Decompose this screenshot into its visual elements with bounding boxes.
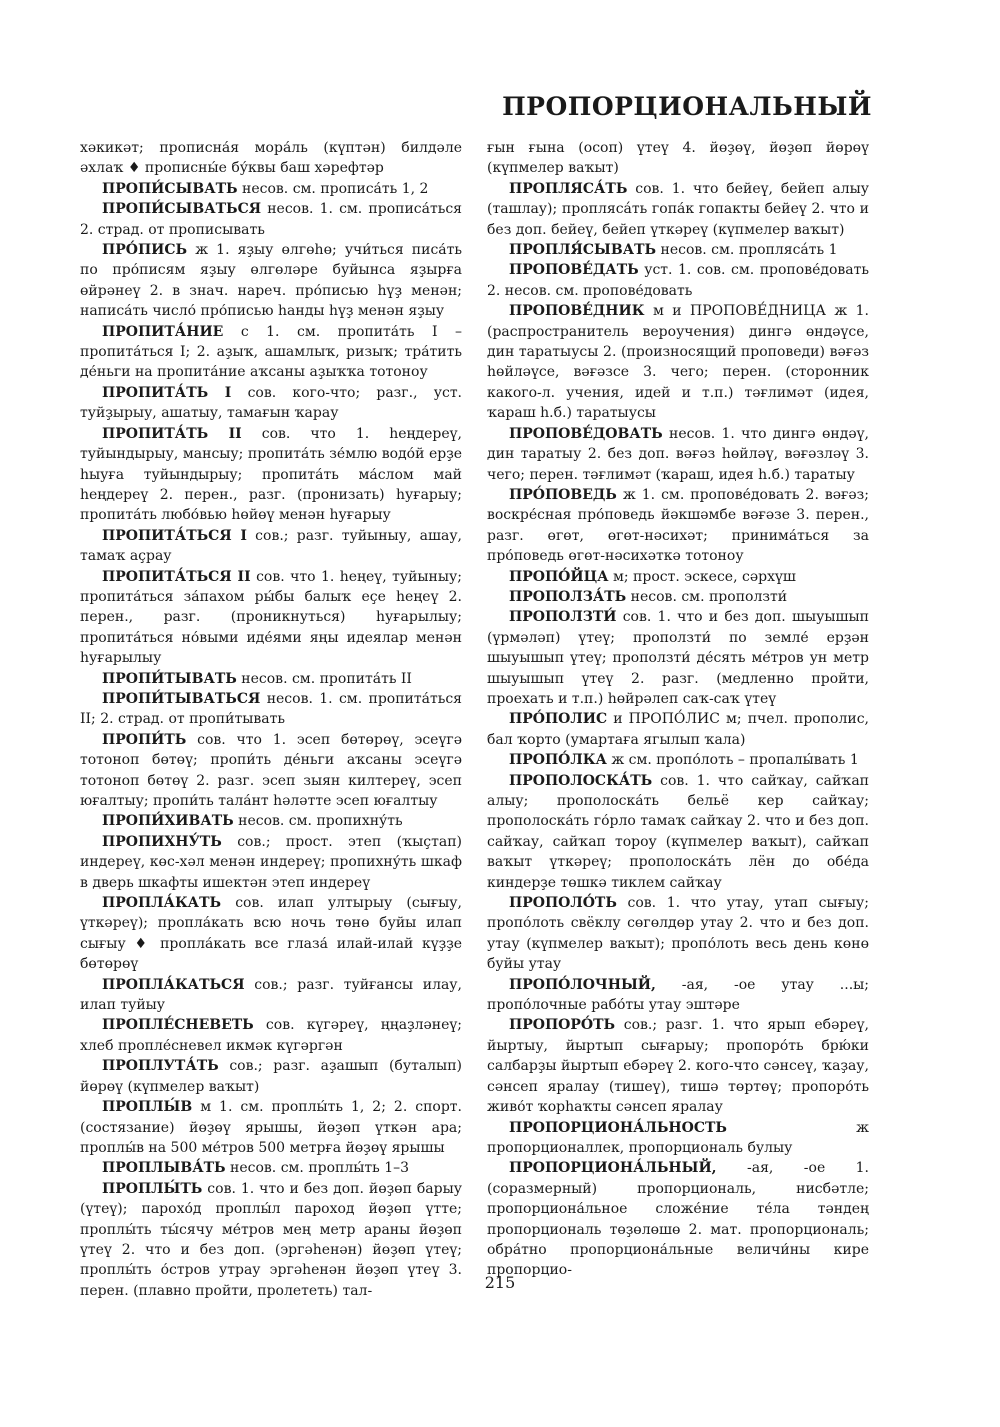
dictionary-entry bbox=[80, 322, 462, 383]
entry-text: сов. 1. что сайҡау, сайҡап алыу; прополоска́ть бельё кер сайҡау; прополоска́ть го́рло тамаҡ сайҡау 2. что и без доп. сайҡау, сайҡап тороу (күпмелер ваҡыт), сайҡап ваҡыт үткәреү; прополоска́ть лён до обе́да киндерҙе төшкә тиклем сайҡау bbox=[487, 772, 869, 891]
dictionary-entry bbox=[487, 240, 869, 260]
entry-headword: ПРОПОВЕ́ДОВАТЬ bbox=[509, 425, 663, 442]
entry-headword: ПРОПОЛЗА́ТЬ bbox=[509, 588, 627, 605]
entry-text: сов. что 1. һеңеү, туйыныу; пропита́ться за́пахом ры́бы балыҡ еҫе һеңеү 2. перен., разг. (проникнуться) һуғарылыу; пропита́ться но́выми иде́ями яңы идеялар менән һуғарылыу bbox=[80, 568, 462, 667]
entry-headword: ПРОПОЛЗТИ́ bbox=[509, 609, 617, 626]
entry-headword: ПРОПО́ЛОЧНЫЙ, bbox=[509, 976, 656, 993]
dictionary-entry bbox=[80, 567, 462, 669]
entry-headword: ПРОПЛЫВА́ТЬ bbox=[102, 1160, 226, 1177]
entry-headword: ПРОПИТА́ТЬ I bbox=[102, 384, 232, 401]
entry-text: сов.; разг. туйғансы илау, илап туйыу bbox=[80, 976, 462, 1014]
dictionary-entry bbox=[80, 893, 462, 975]
entry-text: несов. см. проплы́ть 1–3 bbox=[230, 1160, 410, 1177]
entry-text: сов.; разг. туйыныу, ашау, тамаҡ аҫрау bbox=[80, 527, 463, 565]
page-number: 215 bbox=[484, 1273, 516, 1292]
dictionary-entry bbox=[487, 485, 869, 567]
entry-text: сов. күгәреү, ңңаҙләнеү; хлеб пропле́сневел икмәк күгәргән bbox=[80, 1017, 462, 1054]
entry-headword: ПРОПИТА́ТЬ II bbox=[102, 425, 242, 442]
entry-headword: ПРОПОРЦИОНА́ЛЬНЫЙ, bbox=[509, 1160, 717, 1177]
dictionary-entry bbox=[487, 771, 869, 893]
entry-headword: ПРОПИ́СЫВАТЬ bbox=[102, 180, 238, 197]
right-column bbox=[487, 138, 869, 1281]
entry-headword: ПРОПИ́СЫВАТЬСЯ bbox=[102, 201, 262, 218]
entry-text: сов.; разг. 1. что ярып ебәреү, йыртыу, йыртып сығарыу; пропоро́ть брю́ки салбарҙы йыртып ебәреү 2. кого-что сәнсеү, ҡаҙау, сәнсеп яралау (тишеү), тишә төртөү; пропоро́ть живо́т ҡорһаҡты сәнсеп яралау bbox=[487, 1017, 869, 1116]
dictionary-entry bbox=[80, 975, 462, 1016]
entry-headword: ПРОПО́ЛКА bbox=[509, 752, 607, 769]
dictionary-entry bbox=[80, 689, 462, 730]
entry-text: несов. см. прописа́ть 1, 2 bbox=[242, 180, 429, 197]
entry-headword: ПРОПИ́ХИВАТЬ bbox=[102, 813, 234, 830]
dictionary-entry bbox=[487, 301, 869, 423]
dictionary-entry bbox=[80, 179, 462, 199]
entry-headword: ПРОПО́ЙЦА bbox=[509, 568, 609, 585]
entry-headword: ПРОПОЛОСКА́ТЬ bbox=[509, 772, 653, 789]
entry-headword: ПРОПОВЕ́ДНИК bbox=[509, 303, 645, 320]
entry-headword: ПРОПЛЕ́СНЕВЕТЬ bbox=[102, 1017, 254, 1034]
entry-text: несов. см. пропихну́ть bbox=[238, 813, 403, 830]
dictionary-entry bbox=[487, 587, 869, 607]
dictionary-entry bbox=[80, 669, 462, 689]
entry-text: ж 1. см. пропове́довать 2. вәғәз; воскре́сная про́поведь йәкшәмбе вәғәзе 3. перен., разг. өгөт, өгөт-нәсихәт; принима́ться за про́поведь өгөт-нәсихәткә тотоноу bbox=[487, 486, 870, 565]
entry-headword: ПРОПИТА́НИЕ bbox=[102, 323, 224, 340]
entry-text: ж 1. яҙыу өлгөһө; учи́ться писа́ть по про́писям яҙыу өлгөләре буйынса яҙырға өйрәнеү 2. в знач. нареч. про́писью һүҙ менән; написа́ть число́ про́писью һанды һүҙ менән яҙыу bbox=[80, 242, 462, 320]
entry-text: сов. илап ултырыу (сығыу, үткәреү); пропла́кать всю ночь төнө буйы илап сығыу ♦ пропла́кать все глаза́ илай-илай күҙҙе бөтөрөү bbox=[80, 895, 462, 973]
dictionary-entry bbox=[80, 1056, 462, 1097]
entry-text: сов. что 1. эсеп бөтөрөү, эсеүгә тотоноп бөтөү; пропи́ть де́ньги аҡсаны эсеүгә тотоноп бөтөү 2. разг. эсеп зыян килтереү, эсеп юғалтыу; пропи́ть тала́нт һәләтте эсеп юғалтыу bbox=[80, 731, 462, 809]
entry-text: несов. см. проползти́ bbox=[630, 588, 788, 605]
entry-headword: ПРО́ПИСЬ bbox=[102, 242, 188, 259]
dictionary-entry bbox=[80, 240, 462, 322]
entry-text: м 1. см. проплы́ть 1, 2; 2. спорт. (состязание) йөҙөү ярышы, йөҙөп үткән ара; проплы́в на 500 ме́тров 500 метрға йөҙөү ярышы bbox=[80, 1099, 462, 1156]
dictionary-entry bbox=[80, 811, 462, 831]
entry-headword: ПРОПЛА́КАТЬ bbox=[102, 895, 222, 912]
dictionary-entry bbox=[487, 1015, 869, 1117]
entry-headword: ПРОПЛЫ́В bbox=[102, 1099, 193, 1116]
entry-text: несов. см. пропита́ть II bbox=[241, 670, 412, 687]
entry-headword: ПРО́ПОЛИС bbox=[509, 711, 608, 728]
entry-headword: ПРОПЛУТА́ТЬ bbox=[102, 1058, 219, 1075]
entry-text: -ая, -ое 1. (соразмерный) пропорциональ, нисбәтле; пропорциона́льное сложе́ние те́ла тәндең пропорциональ төҙөлөшө 2. мат. пропорциональ; обра́тно пропорциона́льные величи́ны кире пропорцио- bbox=[487, 1160, 870, 1279]
entry-headword: ПРОПЛЫ́ТЬ bbox=[102, 1180, 203, 1197]
dictionary-entry bbox=[80, 1097, 462, 1158]
entry-text: несов. 1. см. пропита́ться II; 2. страд. от пропи́тывать bbox=[80, 690, 463, 728]
entry-text: м; прост. эскесе, сәрхүш bbox=[612, 568, 796, 585]
dictionary-entry bbox=[80, 526, 462, 567]
entry-text: уст. 1. сов. см. пропове́довать 2. несов. см. пропове́довать bbox=[487, 262, 870, 299]
entry-headword: ПРОПИХНУ́ТЬ bbox=[102, 833, 222, 850]
dictionary-entry bbox=[80, 832, 462, 893]
dictionary-entry bbox=[487, 709, 869, 750]
dictionary-entry bbox=[80, 1015, 462, 1056]
entry-headword: ПРОПОВЕ́ДАТЬ bbox=[509, 262, 639, 279]
dictionary-entry bbox=[80, 730, 462, 812]
entry-text: ж пропорционаллек, пропорциональ булыу bbox=[487, 1119, 869, 1156]
entry-text: сов. что 1. һеңдереү, туйындырыу, мансыу; пропита́ть зе́млю водо́й ерҙе һыуға туйындырыу; пропита́ть ма́слом май һеңдереү 2. перен., разг. (пронизать) һуғарыу; пропита́ть любо́вью һөйөү менән һуғарыу bbox=[80, 425, 463, 524]
entry-text: сов.; прост. этеп (ҡыҫтап) индереү, көс-хәл менән индереү; пропихну́ть шкаф в дверь шкафты ишектән этеп индереү bbox=[80, 833, 463, 891]
entry-headword: ПРОПОЛО́ТЬ bbox=[509, 895, 617, 912]
entry-headword: ПРОПЛЯСА́ТЬ bbox=[509, 180, 628, 197]
dictionary-entry bbox=[80, 383, 462, 424]
entry-text: сов. 1. что утау, утап сығыу; пропо́лоть свёклу сөгөлдөр утау 2. что и без доп. утау (күпмелер ваҡыт); пропо́лоть весь день көнө буйы утау bbox=[487, 895, 869, 973]
entry-text: несов. см. проплясáть 1 bbox=[660, 242, 838, 259]
entry-headword: ПРОПИ́ТЬ bbox=[102, 731, 187, 748]
entry-headword: ПРОПОРЦИОНА́ЛЬНОСТЬ bbox=[509, 1119, 727, 1136]
dictionary-entry bbox=[487, 893, 869, 975]
entry-text: и ПРОПО́ЛИС м; пчел. прополис, бал ҡорто (умартаға ягылып ҡала) bbox=[487, 711, 869, 748]
dictionary-entry bbox=[487, 138, 869, 179]
entry-text: сов. 1. что и без доп. шыуышып (үрмәләп) үтеү; проползти́ по земле́ ерҙән шыуышып үтеү; проползти́ де́сять ме́тров ун метр шыуышып үтеү 2. разг. (медленно пройти, проехать и т.п.) һөйрәлеп саҡ-саҡ үтеү bbox=[487, 609, 869, 707]
dictionary-entry bbox=[487, 424, 869, 485]
dictionary-entry bbox=[487, 260, 869, 301]
entry-headword: ПРОПЛА́КАТЬСЯ bbox=[102, 976, 245, 993]
dictionary-entry bbox=[487, 179, 869, 240]
dictionary-entry bbox=[487, 1118, 869, 1159]
entry-text: несов. 1. см. прописа́ться 2. страд. от прописывать bbox=[80, 201, 463, 238]
dictionary-entry bbox=[487, 567, 869, 587]
entry-text: ж см. пропо́лоть – пропалы́вать 1 bbox=[611, 752, 859, 769]
entry-headword: ПРОПИТА́ТЬСЯ I bbox=[102, 527, 247, 544]
dictionary-entry bbox=[487, 1158, 869, 1280]
dictionary-entry bbox=[80, 138, 462, 179]
dictionary-entry bbox=[487, 975, 869, 1016]
entry-text: сов.; разг. аҙашып (буталып) йөрөү (күпмелер ваҡыт) bbox=[80, 1058, 462, 1095]
entry-headword: ПРОПИ́ТЫВАТЬСЯ bbox=[102, 690, 261, 707]
entry-text: хәкикәт; прописна́я мора́ль (күптән) билдәле әхлаҡ ♦ прописны́е бу́квы баш хәрефтәр bbox=[80, 140, 462, 177]
entry-text: сов. кого-что; разг., уст. туйҙырыу, ашатыу, тамағын ҡарау bbox=[80, 384, 463, 422]
entry-text: сов. 1. что бейеү, бейеп алыу (ташлау); проплясáть гопа́к гопакты бейеү 2. что и без доп. бейеү, бейеп үткәреү (күпмелер ваҡыт) bbox=[487, 180, 869, 238]
dictionary-entry bbox=[487, 750, 869, 770]
running-head: ПРОПОРЦИОНАЛЬНЫЙ bbox=[502, 92, 872, 121]
entry-text: несов. 1. что дингә өндәү, дин таратыу 2. без доп. вәғәз һөйләү, вәғәзләү 3. чего; перен. тәғлимәт (ҡараш, идея һ.б.) таратыу bbox=[487, 425, 870, 483]
entry-headword: ПРОПЛЯ́СЫВАТЬ bbox=[509, 242, 657, 259]
dictionary-entry bbox=[80, 199, 462, 240]
entry-text: м и ПРОПОВЕ́ДНИЦА ж 1. (распространитель вероучения) дингә өндәүсе, дин таратыусы 2. (произносящий проповеди) вәғәз һөйләүсе, вәғәзсе 3. чего; перен. (сторонник какого-л. учения, идей и т.п.) тәғлимәт (идея, ҡараш һ.б.) таратыусы bbox=[487, 303, 870, 422]
entry-headword: ПРОПИТА́ТЬСЯ II bbox=[102, 568, 251, 585]
dictionary-entry bbox=[80, 1158, 462, 1178]
entry-text: сов. 1. что и без доп. йөҙөп барыу (үтеү); парохо́д проплы́л пароход йөҙөп үтте; проплы́ть ты́сячу ме́тров мең метр араны йөҙөп үтеү 2. что и без доп. (эргәһенән) йөҙөп үтеү; проплы́ть о́стров утрау эргәһенән йөҙөп үтеү 3. перен. (плавно пройти, пролететь) тал- bbox=[80, 1180, 462, 1299]
entry-headword: ПРО́ПОВЕДЬ bbox=[509, 486, 617, 503]
entry-headword: ПРОПОРО́ТЬ bbox=[509, 1017, 616, 1034]
dictionary-entry bbox=[487, 607, 869, 709]
entry-text: ғын ғына (осоп) үтеү 4. йөҙөү, йөҙөп йөрөү (күпмелер ваҡыт) bbox=[487, 140, 869, 177]
entry-text: с 1. см. пропита́ть I – пропита́ться I; 2. аҙыҡ, ашамлыҡ, ризыҡ; тра́тить де́ньги на пропита́ние аҡсаны аҙыҡҡа тотоноу bbox=[80, 323, 462, 381]
entry-text: -ая, -ое утау ...ы; пропо́лочные рабо́ты утау эштәре bbox=[487, 976, 869, 1014]
entry-headword: ПРОПИ́ТЫВАТЬ bbox=[102, 670, 237, 687]
left-column bbox=[80, 138, 462, 1301]
dictionary-entry bbox=[80, 424, 462, 526]
